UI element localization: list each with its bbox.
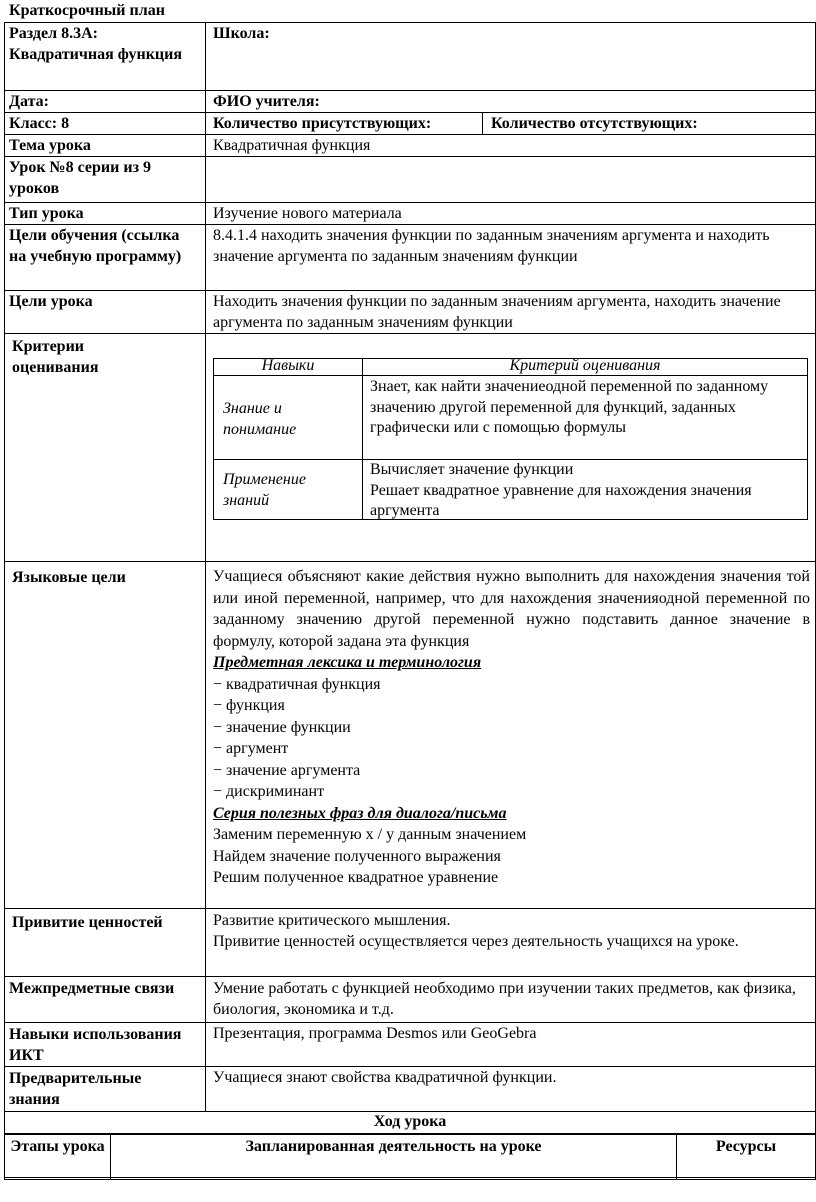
vocab-item: − аргумент <box>213 738 810 760</box>
vocab-item: − значение функции <box>213 717 810 739</box>
vocab-item: − квадратичная функция <box>213 674 810 696</box>
section-label: Раздел 8.3А: Квадратичная функция <box>9 25 182 63</box>
language-goals-intro: Учащиеся объясняют какие действия нужно выполнить для нахождения значения той или иной переменной, например, что для нахождения значенияодной переменной по заданному значению другой переменной нужно подставить данное значение в формулу, которой задана эта функция <box>213 568 810 650</box>
cross-value: Умение работать с функцией необходимо при изучении таких предметов, как физика, биология, экономика и т.д. <box>213 980 796 1018</box>
phrases-heading: Серия полезных фраз для диалога/письма <box>213 804 507 822</box>
prior-label: Предварительные знания <box>9 1070 142 1108</box>
learning-goals-label: Цели обучения (ссылка на учебную программу) <box>9 227 182 265</box>
values-label: Привитие ценностей <box>12 914 163 931</box>
school-label: Школа: <box>213 25 270 42</box>
table-border-top <box>4 22 816 23</box>
doc-title: Краткосрочный план <box>9 2 165 19</box>
ict-label: Навыки использования ИКТ <box>9 1026 182 1064</box>
lesson-type-value: Изучение нового материала <box>213 205 402 222</box>
criteria-skill-1: Знание и понимание <box>223 400 297 438</box>
criteria-label: Критерии оценивания <box>12 338 99 376</box>
absent-label: Количество отсутствующих: <box>491 115 698 132</box>
lesson-type-label: Тип урока <box>9 205 84 222</box>
phrase-item: Решим полученное квадратное уравнение <box>213 869 499 886</box>
date-label: Дата: <box>9 93 49 110</box>
vocab-heading: Предметная лексика и терминология <box>213 654 482 671</box>
class-label: Класс: 8 <box>9 115 70 132</box>
topic-value: Квадратичная функция <box>213 137 371 154</box>
col-activity: Запланированная деятельность на уроке <box>245 1138 542 1155</box>
criteria-col-skills: Навыки <box>261 357 315 374</box>
lesson-number-label: Урок №8 серии из 9 уроков <box>9 159 152 197</box>
criteria-text-2: Вычисляет значение функции Решает квадратное уравнение для нахождения значения аргумента <box>370 461 752 519</box>
phrase-item: Заменим переменную x / y данным значением <box>213 826 527 843</box>
table-column-divider <box>205 22 206 1112</box>
topic-label: Тема урока <box>9 137 91 154</box>
lesson-goals-value: Находить значения функции по заданным значениям аргумента, находить значение аргумента по заданным значениям функции <box>213 293 781 331</box>
col-stages: Этапы урока <box>10 1138 105 1155</box>
phrase-item: Найдем значение полученного выражения <box>213 847 501 865</box>
teacher-label: ФИО учителя: <box>213 93 320 110</box>
vocab-list <box>213 674 810 803</box>
vocab-item: − дискриминант <box>213 781 810 803</box>
criteria-skill-2: Применение знаний <box>223 471 306 509</box>
table-border-left <box>4 22 5 1112</box>
vocab-item: − значение аргумента <box>213 760 810 782</box>
prior-value: Учащиеся знают свойства квадратичной функции. <box>213 1069 557 1086</box>
course-title: Ход урока <box>373 1113 447 1130</box>
criteria-col-criterion: Критерий оценивания <box>509 357 661 374</box>
phrases-list <box>213 824 810 889</box>
values-content: Развитие критического мышления. Привитие ценностей осуществляется через деятельность учащихся на уроке. <box>213 912 739 950</box>
learning-goals-value: 8.4.1.4 находить значения функции по заданным значениям аргумента и находить значение аргумента по заданным значениям функции <box>213 227 770 265</box>
present-label: Количество присутствующих: <box>213 115 432 132</box>
ict-value: Презентация, программа Desmos или GeoGebra <box>213 1025 537 1042</box>
language-goals-content <box>213 566 810 889</box>
lesson-goals-label: Цели урока <box>9 293 93 310</box>
language-goals-label: Языковые цели <box>12 569 126 586</box>
vocab-item: − функция <box>213 695 810 717</box>
criteria-text-1: Знает, как найти значениеодной переменной по заданному значению другой переменной для функций, заданных графически или с помощью формулы <box>370 378 769 436</box>
criteria-table <box>213 358 808 520</box>
col-resources: Ресурсы <box>715 1138 777 1155</box>
cross-label: Межпредметные связи <box>9 980 175 997</box>
